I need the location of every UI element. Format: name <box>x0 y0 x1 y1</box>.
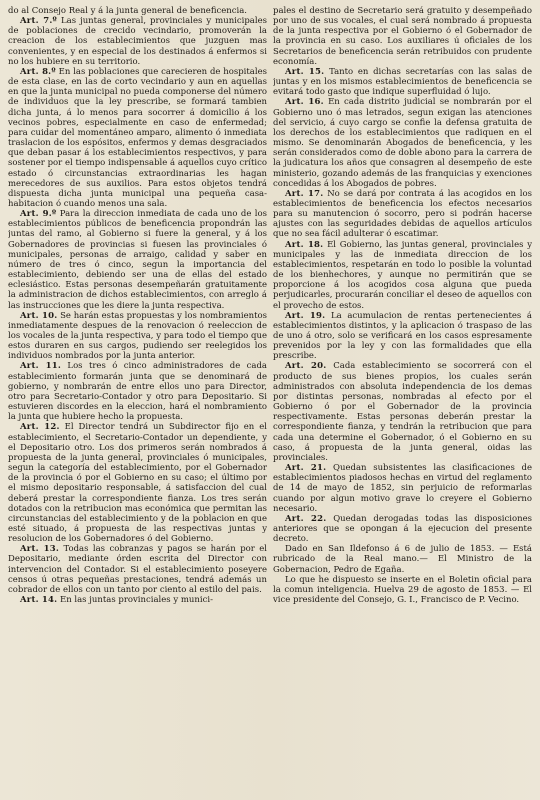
paragraph-text: Cada establecimiento se socorrerá con el producto de sus bienes propios, los cuales serán administrados con absoluta independencia de los demas por distintas personas, nombradas al efecto por el Gobierno ó por el Gobernador de la provincia respectivamente. Estas personas deberán prestar la correspondiente fianza, y tendrán la retribucion que para cada una determine el Gobernador, ó el Gobierno en su caso, á propuesta de la junta general, oidas las provinciales. <box>273 361 532 463</box>
article-number: Art. 10. <box>20 310 58 321</box>
paragraph-text: Para la direccion inmediata de cada uno de los establecimientos públicos de beneficencia propondrán las juntas del ramo, al Gobierno si fuere la general, y á los Gobernadores de provincias si fuesen las provinciales ó municipales, personas de arraigo, calidad y saber en número de tres ó cinco, segun la importancia del establecimiento, debiendo ser una de ellas del estado eclesiástico. Estas personas desempeñarán gratuitamente la administracion de dichos establecimientos, con arreglo á las instrucciones que les diere la junta respectiva. <box>8 209 267 311</box>
paragraph-text: Todas las cobranzas y pagos se harán por el Depositario, mediante órden escrita del Director con intervencion del Contador. Si el establecimiento poseyere censos ú otras pequeñas prestaciones, tendrá además un cobrador de ellos con un tanto por ciento al estilo del pais. <box>8 544 267 595</box>
paragraph <box>8 595 267 605</box>
paragraph <box>8 16 267 67</box>
paragraph <box>8 544 267 595</box>
paragraph-text: Dado en San Ildefonso á 6 de julio de 1853. — Está rubricado de la Real mano.— El Ministro de la Gobernacion, Pedro de Egaña. <box>273 544 532 575</box>
paragraph-text: Tanto en dichas secretarías con las salas de juntas y en los mismos establecimientos de beneficencia se evitará todo gasto que indique superfluidad ó lujo. <box>273 66 532 98</box>
paragraph <box>273 6 532 67</box>
paragraph-text: Los tres ó cinco administradores de cada establecimiento formarán junta que se denominará de gobierno, y nombrarán de entre ellos uno para Director, otro para Secretario-Contador y otro para Depositario. Si estuvieren discordes en la eleccion, hará el nombramiento la junta que hubiere hecho la propuesta. <box>8 361 267 423</box>
paragraph <box>8 422 267 544</box>
paragraph-text: Las juntas general, provinciales y municipales de poblaciones de crecido vecindario, promoverán la creacion de los establecimientos que juzguen mas convenientes, y en especial de los destinados á enfermos si no los hubiere en su territorio. <box>8 16 267 67</box>
paragraph <box>273 575 532 605</box>
paragraph-text: Quedan derogadas todas las disposiciones anteriores que se opongan á la ejecucion del presente decreto. <box>273 513 532 545</box>
paragraph-text: do al Consejo Real y á la junta general de beneficencia. <box>8 6 248 16</box>
paragraph <box>273 514 532 544</box>
paragraph <box>8 209 267 311</box>
paragraph-text: El Director tendrá un Subdirector fijo en el establecimiento, el Secretario-Contador un dependiente, y el Depositario otro. Los dos primeros serán nombrados á propuesta de la junta general, provinciales ó municipales, segun la categoría del establecimiento, por el Gobernador de la provincia ó por el Gobierno en su caso; el último por el mismo depositario responsable, á satisfaccion del cual deberá prestar la correspondiente fianza. Los tres serán dotados con la retribucion mas económica que permitan las circunstancias del establecimiento y de la poblacion en que esté situado, á propuesta de las respectivas juntas y resolucion de los Gobernadores ó del Gobierno. <box>8 422 267 545</box>
paragraph <box>273 67 532 97</box>
paragraph <box>273 311 532 362</box>
article-number: Art. 18. <box>285 239 324 250</box>
paragraph <box>273 97 532 188</box>
paragraph <box>8 6 267 16</box>
article-number: Art. 19. <box>285 310 326 321</box>
paragraph-text: pales el destino de Secretario será gratuito y desempeñado por uno de sus vocales, el cual será nombrado á propuesta de la junta respectiva por el Gobierno ó el Gobernador de la provincia en su caso. Los auxiliares ú oficiales de los Secretarios de beneficencia serán retribuidos con prudente economía. <box>273 6 532 67</box>
paragraph <box>273 361 532 463</box>
article-number: Art. 22. <box>285 513 327 524</box>
paragraph <box>273 544 532 574</box>
paragraph-text: Lo que he dispuesto se inserte en el Boletin oficial para la comun inteligencia. Huelva 29 de agosto de 1853. — El vice presidente del Consejo, G. I., Francisco de P. Vecino. <box>273 574 532 606</box>
paragraph-text: No se dará por contrata á las acogidos en los establecimientos de beneficencia los efectos necesarios para su manutencion ó socorro, pero si podrán hacerse ajustes con las seguridades debidas de aquellos artículos que no sea fácil adulterar ó escatimar. <box>273 188 532 240</box>
paragraph <box>8 361 267 422</box>
left-column <box>8 6 267 796</box>
article-number: Art. 13. <box>20 544 60 555</box>
paragraph-text: En las poblaciones que carecieren de hospitales de esta clase, en las de corto vecindario y aun en aquellas en que la junta municipal no pueda componerse del número de individuos que la ley prescribe, se formará tambien dicha junta, á lo menos para socorrer á domicilio á los vecinos pobres, especialmente en caso de enfermedad; para cuidar del momentáneo amparo, alimento ó inmediata traslacion de los espósitos, enfermos y demas desgraciados que deban pasar á los establecimientos respectivos, y para sostener por el tiempo indispensable á aquellos cuyo crítico estado ó circunstancias extraordinarias les hagan merecedores de sus auxilios. Para estos objetos tendrá dispuesta dicha junta municipal una pequeña casa-habitacion ó cuando menos una sala. <box>8 66 267 209</box>
article-number: Art. 8.º <box>20 66 56 77</box>
article-number: Art. 17. <box>285 188 324 199</box>
text-columns <box>8 6 532 796</box>
article-number: Art. 12. <box>20 422 60 433</box>
paragraph-text: En las juntas provinciales y munici- <box>60 595 213 606</box>
article-number: Art. 7.º <box>20 16 57 27</box>
article-number: Art. 15. <box>285 66 325 77</box>
right-column <box>273 6 532 796</box>
paragraph <box>8 67 267 209</box>
article-number: Art. 9.º <box>20 209 57 220</box>
paragraph <box>8 311 267 362</box>
paragraph-text: En cada distrito judicial se nombrarán por el Gobierno uno ó mas letrados, segun exigan las atenciones del servicio, á cuyo cargo se confie la defensa gratuita de los derechos de los establecimientos que radiquen en el mismo. Se denominarán Abogados de beneficencia, y les serán considerados como de doble abono para la carrera de la judicatura los años que consagren al desempeño de este ministerio, gozando además de las franquicias y exenciones concedidas á los Abogados de pobres. <box>273 97 532 189</box>
article-number: Art. 21. <box>285 463 327 474</box>
article-number: Art. 16. <box>285 97 324 108</box>
article-number: Art. 14. <box>20 595 58 606</box>
article-number: Art. 11. <box>20 361 62 372</box>
paragraph-text: La acumulacion de rentas pertenecientes á establecimientos distintos, y la aplicacion ó traspaso de las de uno á otro, solo se verificará en los casos espresamente prevenidos por la ley y con las formalidades que ella prescribe. <box>273 310 532 362</box>
paragraph-text: Se harán estas propuestas y los nombramientos inmediatamente despues de la renovacion ó reeleccion de los vocales de la junta respectiva, y para todo el tiempo que estos duraren en sus cargos, pudiendo ser reelegidos los individuos nombrados por la junta anterior. <box>8 310 267 362</box>
paragraph <box>273 189 532 240</box>
article-number: Art. 20. <box>285 361 327 372</box>
paragraph <box>273 240 532 311</box>
paragraph-text: Quedan subsistentes las clasificaciones de establecimientos piadosos hechas en virtud del reglamento de 14 de mayo de 1852, sin perjuicio de reformarlas cuando por algun motivo grave lo creyere el Gobierno necesario. <box>273 463 532 514</box>
paragraph <box>273 463 532 514</box>
paragraph-text: El Gobierno, las juntas general, provinciales y municipales y las de inmediata direccion de los establecimientos, respetarán en todo lo posible la voluntad de los bienhechores, y aunque no permitirán que se proporcione á los acogidos cosa alguna que pueda perjudicarles, procurarán conciliar el deseo de aquellos con el provecho de estos. <box>273 239 532 311</box>
